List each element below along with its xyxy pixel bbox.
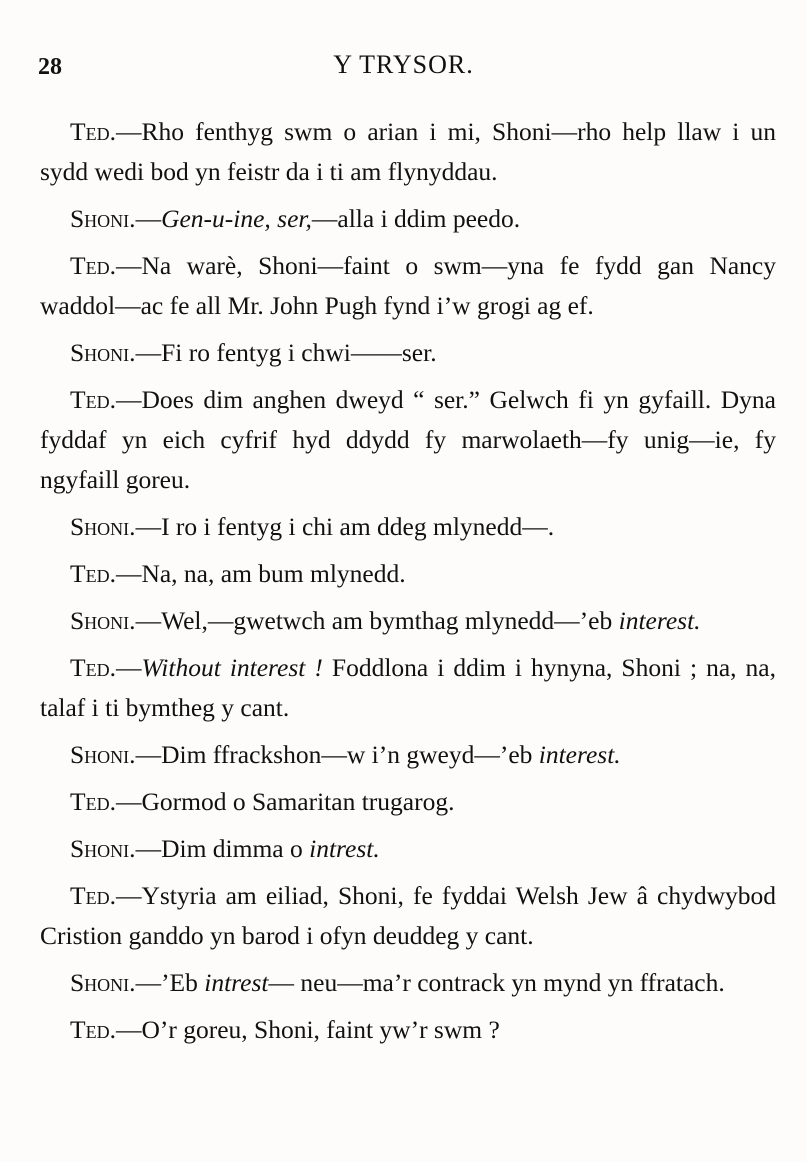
dialogue-paragraph (40, 507, 776, 547)
dialogue-paragraph (40, 112, 776, 192)
dialogue-text-segment: —Na, na, am bum mlynedd. (115, 559, 406, 588)
dialogue-text-segment: —alla i ddim peedo. (311, 204, 521, 233)
italic-text: intrest (204, 968, 269, 997)
dialogue-text-segment: —Fi ro fentyg i chwi——ser. (135, 338, 437, 367)
page-header (0, 46, 807, 86)
dialogue-paragraph (40, 876, 776, 956)
dialogue-paragraph (40, 782, 776, 822)
dialogue-paragraph (40, 199, 776, 239)
dialogue-text-segment: —’Eb (135, 968, 205, 997)
speaker-name: Ted. (70, 881, 116, 910)
dialogue-paragraph (40, 246, 776, 326)
speaker-name: Shoni. (70, 968, 136, 997)
speaker-name: Shoni. (70, 834, 136, 863)
dialogue-text-segment: —Dim ffrackshon—w i’n gweyd—’eb (135, 740, 539, 769)
speaker-name: Ted. (70, 1015, 116, 1044)
speaker-name: Shoni. (70, 740, 136, 769)
speaker-name: Ted. (70, 117, 116, 146)
speaker-name: Ted. (70, 559, 116, 588)
dialogue-paragraph (40, 829, 776, 869)
dialogue-text-segment: —O’r goreu, Shoni, faint yw’r swm ? (115, 1015, 500, 1044)
italic-text: interest. (538, 740, 621, 769)
dialogue-paragraph (40, 333, 776, 373)
speaker-name: Ted. (70, 251, 116, 280)
dialogue-text-segment: Foddlona i ddim i hynyna, Shoni ; na, na, talaf i ti bymtheg y cant. (40, 653, 777, 722)
italic-text: interest. (618, 606, 701, 635)
italic-text: Without interest ! (141, 653, 323, 682)
dialogue-paragraph (40, 380, 776, 500)
dialogue-text-segment: — (135, 204, 162, 233)
speaker-name: Ted. (70, 653, 116, 682)
italic-text: intrest. (309, 834, 380, 863)
dialogue-paragraph (40, 963, 776, 1003)
running-title: Y TRYSOR. (333, 50, 474, 79)
dialogue-text-segment: — (115, 653, 142, 682)
speaker-name: Shoni. (70, 204, 136, 233)
dialogue-paragraph (40, 735, 776, 775)
dialogue-text-segment: —Wel,—gwetwch am bymthag mlynedd—’eb (135, 606, 619, 635)
page-number: 28 (38, 54, 62, 80)
dialogue-text-segment: —Ystyria am eiliad, Shoni, fe fyddai Welsh Jew â chydwybod Cristion ganddo yn barod i ofyn deuddeg y cant. (40, 881, 776, 950)
speaker-name: Shoni. (70, 512, 136, 541)
dialogue-text-segment: —Gormod o Samaritan trugarog. (115, 787, 455, 816)
dialogue-text-segment: —Rho fenthyg swm o arian i mi, Shoni—rho help llaw i un sydd wedi bod yn feistr da i ti am flynyddau. (40, 117, 776, 186)
speaker-name: Shoni. (70, 338, 136, 367)
italic-text: Gen-u-ine, ser, (161, 204, 312, 233)
speaker-name: Shoni. (70, 606, 136, 635)
dialogue-paragraph (40, 601, 776, 641)
dialogue-text (40, 112, 776, 1057)
dialogue-text-segment: —I ro i fentyg i chi am ddeg mlynedd—. (135, 512, 555, 541)
dialogue-text-segment: —Does dim anghen dweyd “ ser.” Gelwch fi yn gyfaill. Dyna fyddaf yn eich cyfrif hyd ddydd fy marwolaeth—fy unig—ie, fy ngyfaill goreu. (40, 385, 776, 494)
dialogue-text-segment: — neu—ma’r contrack yn mynd yn ffratach. (268, 968, 725, 997)
dialogue-paragraph (40, 554, 776, 594)
dialogue-paragraph (40, 1010, 776, 1050)
speaker-name: Ted. (70, 385, 116, 414)
dialogue-text-segment: —Dim dimma o (135, 834, 310, 863)
speaker-name: Ted. (70, 787, 116, 816)
dialogue-paragraph (40, 648, 776, 728)
dialogue-text-segment: —Na warè, Shoni—faint o swm—yna fe fydd gan Nancy waddol—ac fe all Mr. John Pugh fynd i’w grogi ag ef. (40, 251, 776, 320)
